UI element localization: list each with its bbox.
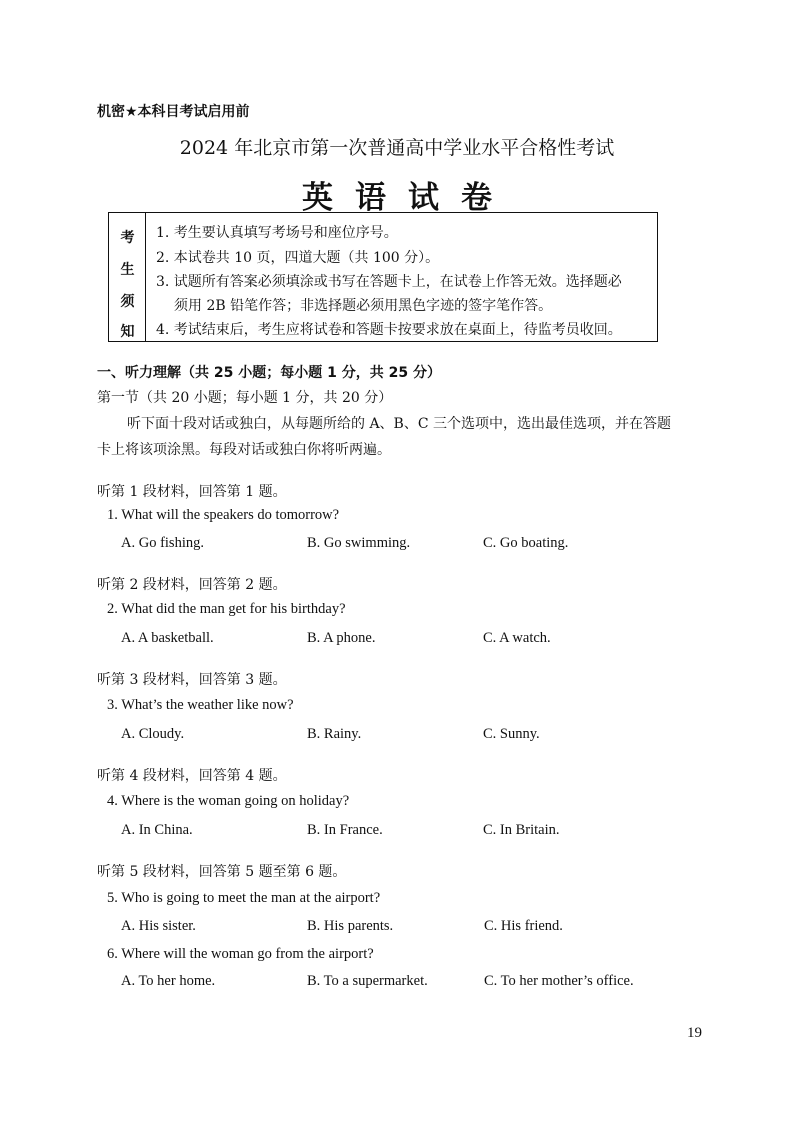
material-label: 听第 1 段材料，回答第 1 题。 xyxy=(97,484,287,500)
notice-item: 4. 考试结束后，考生应将试卷和答题卡按要求放在桌面上，待监考员收回。 xyxy=(156,322,622,338)
notice-item: 2. 本试卷共 10 页，四道大题（共 100 分）。 xyxy=(156,250,440,266)
option-a: A. In China. xyxy=(121,822,193,838)
instruction-text: 听下面十段对话或独白，从每题所给的 A、B、C 三个选项中，选出最佳选项，并在答题 xyxy=(127,416,672,432)
option-a: A. His sister. xyxy=(121,918,196,934)
notice-item: 1. 考生要认真填写考场号和座位序号。 xyxy=(156,225,398,241)
page-number: 19 xyxy=(687,1025,702,1041)
exam-title: 2024 年北京市第一次普通高中学业水平合格性考试 xyxy=(179,137,615,159)
question-text: 6. Where will the woman go from the airport? xyxy=(107,946,374,962)
notice-label-char: 知 xyxy=(120,324,135,340)
option-c: C. A watch. xyxy=(483,630,551,646)
notice-label xyxy=(109,213,146,341)
question-text: 2. What did the man get for his birthday? xyxy=(107,601,346,617)
question-text: 1. What will the speakers do tomorrow? xyxy=(107,507,340,523)
option-a: A. Go fishing. xyxy=(121,535,204,551)
subject-title: 英语试卷 xyxy=(302,180,514,216)
question-text: 5. Who is going to meet the man at the airport? xyxy=(107,890,381,906)
material-label: 听第 4 段材料，回答第 4 题。 xyxy=(97,768,287,784)
material-label: 听第 5 段材料，回答第 5 题至第 6 题。 xyxy=(97,864,347,880)
option-c: C. Go boating. xyxy=(483,535,569,551)
instruction-text: 卡上将该项涂黑。每段对话或独白你将听两遍。 xyxy=(97,442,391,458)
confidential-label: 机密★本科目考试启用前 xyxy=(97,104,250,120)
option-a: A. Cloudy. xyxy=(121,726,185,742)
option-a: A. To her home. xyxy=(121,973,216,989)
option-b: B. A phone. xyxy=(307,630,376,646)
notice-label-char: 考 xyxy=(120,230,135,246)
notice-item: 须用 2B 铅笔作答；非选择题必须用黑色字迹的签字笔作答。 xyxy=(174,298,553,314)
notice-box xyxy=(108,212,658,342)
option-b: B. Go swimming. xyxy=(307,535,411,551)
notice-label-char: 须 xyxy=(120,294,135,310)
section-heading: 一、听力理解（共 25 小题；每小题 1 分，共 25 分） xyxy=(97,365,441,381)
option-c: C. Sunny. xyxy=(483,726,540,742)
option-c: C. His friend. xyxy=(484,918,563,934)
notice-label-char: 生 xyxy=(120,262,135,278)
option-c: C. In Britain. xyxy=(483,822,560,838)
notice-item: 3. 试题所有答案必须填涂或书写在答题卡上，在试卷上作答无效。选择题必 xyxy=(156,274,622,290)
option-b: B. His parents. xyxy=(307,918,394,934)
option-c: C. To her mother’s office. xyxy=(484,973,634,989)
material-label: 听第 3 段材料，回答第 3 题。 xyxy=(97,672,287,688)
option-b: B. To a supermarket. xyxy=(307,973,428,989)
option-b: B. In France. xyxy=(307,822,383,838)
question-text: 4. Where is the woman going on holiday? xyxy=(107,793,350,809)
question-text: 3. What’s the weather like now? xyxy=(107,697,294,713)
option-a: A. A basketball. xyxy=(121,630,214,646)
part-heading: 第一节（共 20 小题；每小题 1 分，共 20 分） xyxy=(97,390,393,406)
material-label: 听第 2 段材料，回答第 2 题。 xyxy=(97,577,287,593)
option-b: B. Rainy. xyxy=(307,726,362,742)
